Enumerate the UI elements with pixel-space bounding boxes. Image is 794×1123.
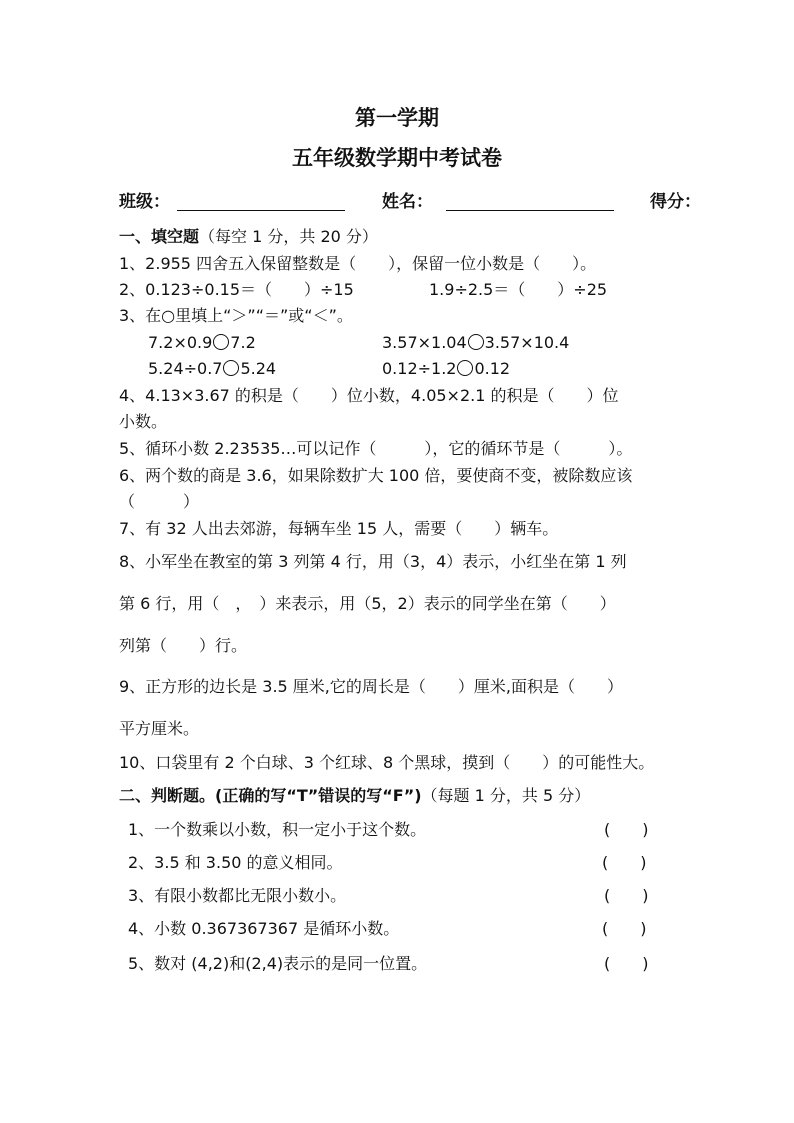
judge-item-3: 3、有限小数都比无限小数小。 <box>128 886 347 905</box>
question-8-line1: 8、小军坐在教室的第 3 列第 4 行，用（3，4）表示，小红坐在第 1 列 <box>119 552 627 571</box>
question-2b: 1.9÷2.5＝（ ）÷25 <box>429 280 608 299</box>
judge-item-2: 2、3.5 和 3.50 的意义相同。 <box>128 853 343 872</box>
question-9-line1: 9、正方形的边长是 3.5 厘米,它的周长是（ ）厘米,面积是（ ） <box>119 677 623 696</box>
section1-title: 一、填空题 <box>119 227 200 246</box>
question-8-line3: 列第（ ）行。 <box>119 636 248 655</box>
question-3: 3、在○里填上“＞”“＝”或“＜”。 <box>119 306 353 325</box>
class-blank <box>177 196 345 211</box>
judge-item-1: 1、一个数乘以小数，积一定小于这个数。 <box>128 820 427 839</box>
compare-item-2 <box>382 333 569 353</box>
compare-circle-icon[interactable] <box>223 360 239 376</box>
compare-circle-icon[interactable] <box>457 360 473 376</box>
question-8-line2: 第 6 行，用（ ， ）来表示，用（5，2）表示的同学坐在第（ ） <box>119 594 616 613</box>
name-blank <box>446 196 614 211</box>
name-label: 姓名： <box>382 192 433 212</box>
question-1: 1、2.955 四舍五入保留整数是（ ），保留一位小数是（ ）。 <box>119 254 597 273</box>
compare-left: 5.24÷0.7 <box>148 359 223 378</box>
compare-item-4 <box>382 359 510 379</box>
judge-answer-2[interactable]: ( ) <box>602 853 647 872</box>
question-9-line2: 平方厘米。 <box>119 719 200 738</box>
compare-item-1 <box>148 333 256 353</box>
question-10: 10、口袋里有 2 个白球、3 个红球、8 个黑球，摸到（ ）的可能性大。 <box>119 753 655 772</box>
score-label: 得分： <box>650 192 701 212</box>
compare-circle-icon[interactable] <box>213 334 229 350</box>
judge-answer-3[interactable]: ( ) <box>604 886 649 905</box>
title-term: 第一学期 <box>355 106 439 130</box>
question-4-line1: 4、4.13×3.67 的积是（ ）位小数，4.05×2.1 的积是（ ）位 <box>119 386 619 405</box>
question-4-line2: 小数。 <box>119 412 168 431</box>
question-5: 5、循环小数 2.23535…可以记作（ ），它的循环节是（ ）。 <box>119 439 633 458</box>
section1-note: （每空 1 分，共 20 分） <box>199 227 378 246</box>
section2-heading <box>119 786 590 806</box>
section1-heading <box>119 227 378 247</box>
compare-right: 0.12 <box>474 359 511 378</box>
compare-right: 7.2 <box>230 333 256 352</box>
question-6-line1: 6、两个数的商是 3.6，如果除数扩大 100 倍，要使商不变，被除数应该 <box>119 466 633 485</box>
section2-note: （每题 1 分，共 5 分） <box>421 786 591 805</box>
question-6-line2: （ ） <box>119 492 200 511</box>
question-2a: 2、0.123÷0.15＝（ ）÷15 <box>119 280 354 299</box>
title-exam: 五年级数学期中考试卷 <box>292 146 502 170</box>
compare-left: 0.12÷1.2 <box>382 359 457 378</box>
judge-item-5: 5、数对 (4,2)和(2,4)表示的是同一位置。 <box>128 954 428 973</box>
judge-answer-4[interactable]: ( ) <box>602 919 647 938</box>
judge-answer-1[interactable]: ( ) <box>604 820 649 839</box>
compare-left: 3.57×1.04 <box>382 333 467 352</box>
compare-right: 5.24 <box>240 359 277 378</box>
judge-item-4: 4、小数 0.367367367 是循环小数。 <box>128 919 400 938</box>
compare-right: 3.57×10.4 <box>484 333 570 352</box>
section2-title: 二、判断题。(正确的写“T”错误的写“F”) <box>119 786 422 805</box>
judge-answer-5[interactable]: ( ) <box>604 954 649 973</box>
compare-circle-icon[interactable] <box>468 334 484 350</box>
question-7: 7、有 32 人出去郊游，每辆车坐 15 人，需要（ ）辆车。 <box>119 519 559 538</box>
compare-item-3 <box>148 359 276 379</box>
compare-left: 7.2×0.9 <box>148 333 213 352</box>
class-label: 班级： <box>119 192 170 212</box>
